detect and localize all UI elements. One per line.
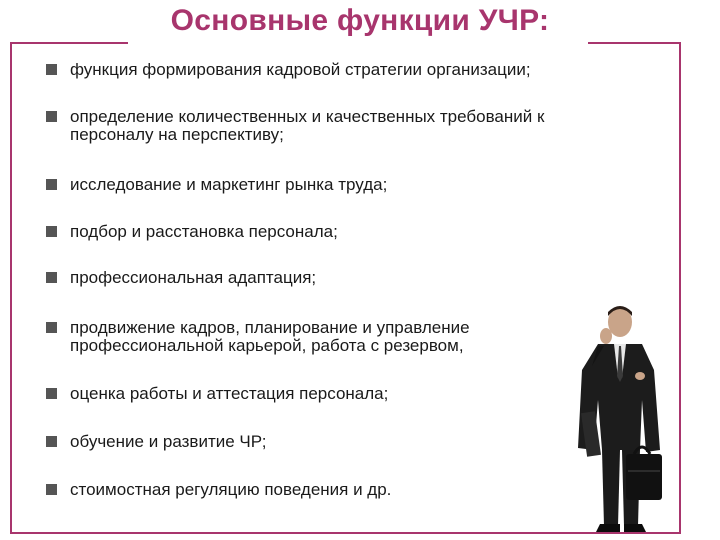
list-item	[46, 269, 316, 287]
list-item	[46, 433, 266, 451]
list-item	[46, 319, 470, 355]
list-item-text: стоимостная регуляцию поведения и др.	[70, 480, 392, 499]
list-item-text: функция формирования кадровой стратегии организации;	[70, 60, 531, 79]
list-item-text: профессиональная адаптация;	[70, 268, 317, 287]
list-item-text: исследование и маркетинг рынка труда;	[70, 175, 388, 194]
square-bullet-icon	[46, 484, 57, 495]
list-item-text: определение количественных и качественных требований к персоналу на перспективу;	[70, 107, 545, 144]
square-bullet-icon	[46, 272, 57, 283]
list-item	[46, 385, 388, 403]
square-bullet-icon	[46, 322, 57, 333]
list-item	[46, 61, 531, 79]
slide-title: Основные функции УЧР:	[170, 4, 550, 37]
businessman-illustration	[568, 300, 668, 534]
list-item-text: продвижение кадров, планирование и управление профессиональной карьерой, работа с резервом,	[70, 318, 470, 355]
list-item-text: обучение и развитие ЧР;	[70, 432, 267, 451]
square-bullet-icon	[46, 388, 57, 399]
list-item	[46, 223, 338, 241]
square-bullet-icon	[46, 436, 57, 447]
list-item	[46, 108, 544, 144]
list-item	[46, 176, 387, 194]
square-bullet-icon	[46, 111, 57, 122]
square-bullet-icon	[46, 179, 57, 190]
square-bullet-icon	[46, 64, 57, 75]
square-bullet-icon	[46, 226, 57, 237]
list-item-text: подбор и расстановка персонала;	[70, 222, 338, 241]
list-item	[46, 481, 391, 499]
list-item-text: оценка работы и аттестация персонала;	[70, 384, 389, 403]
